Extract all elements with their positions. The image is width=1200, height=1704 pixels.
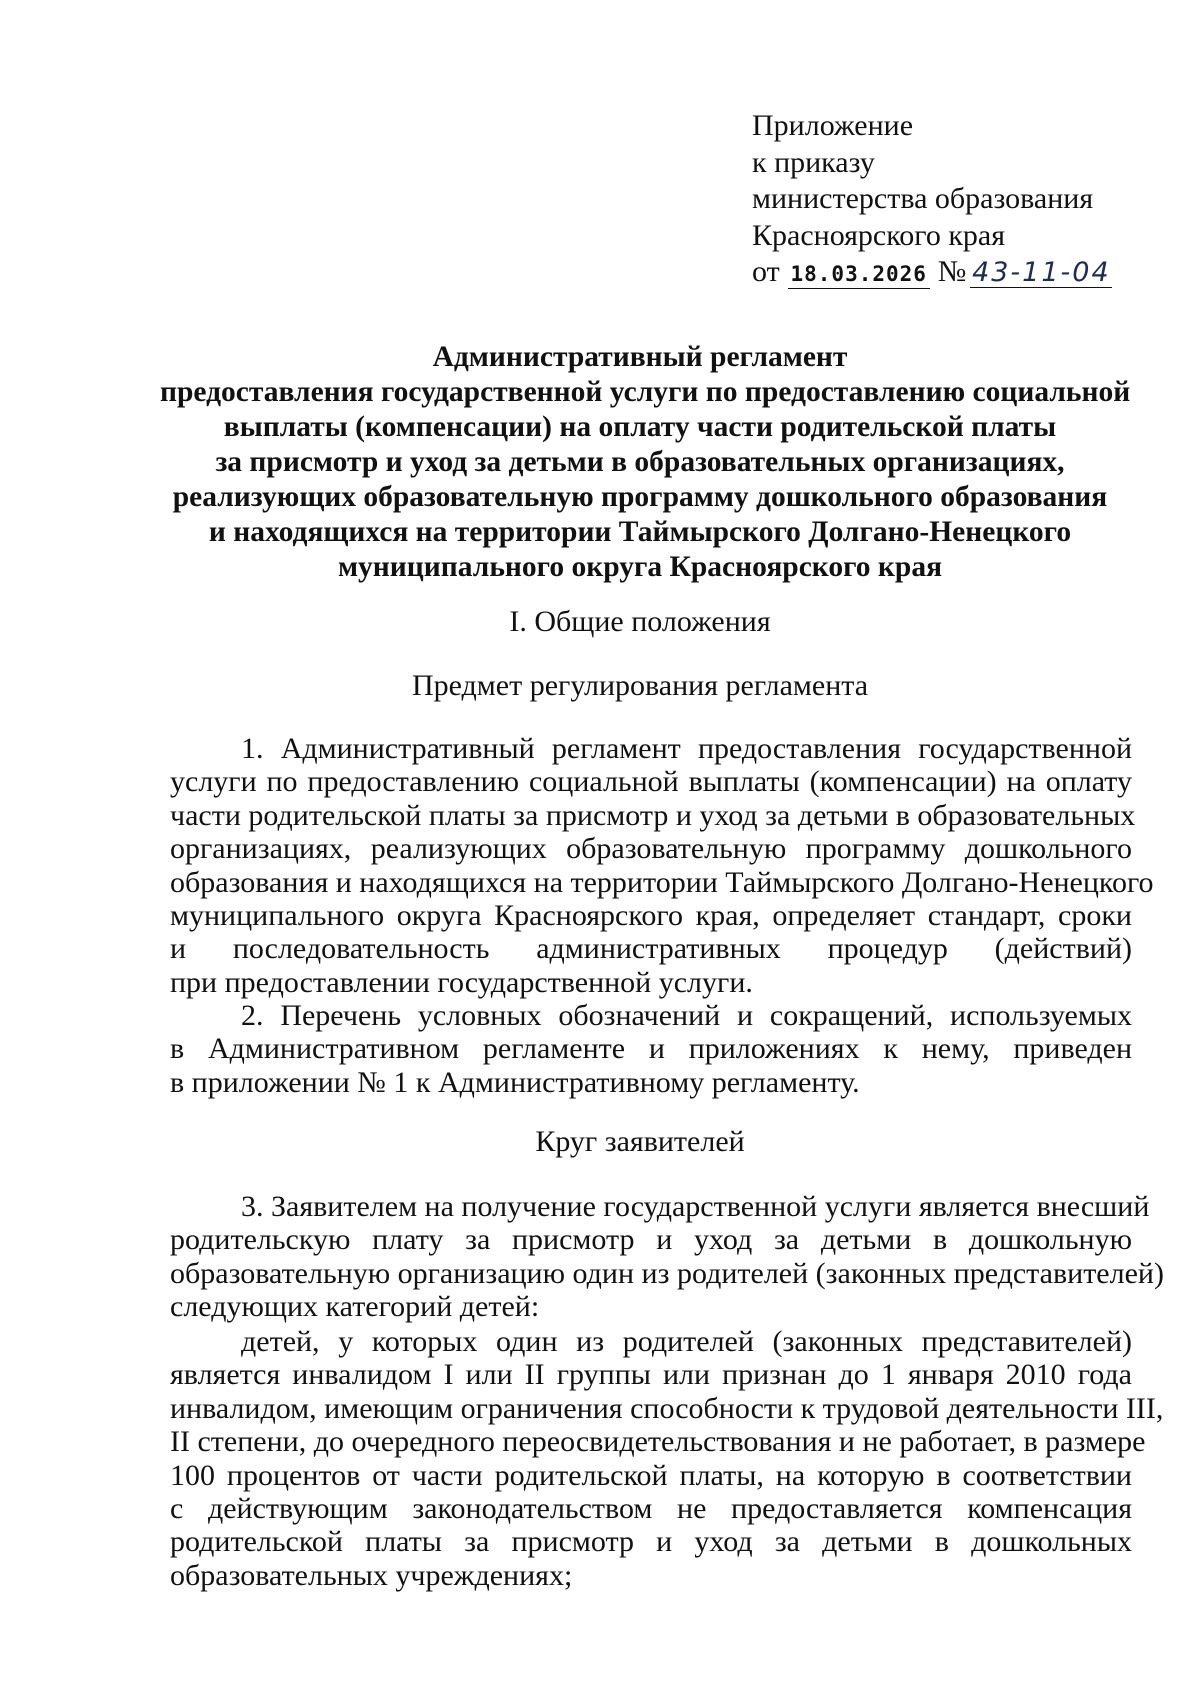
subheading-subject: Предмет регулирования регламента bbox=[411, 669, 869, 702]
title-line: муниципального округа Красноярского края bbox=[337, 551, 943, 583]
date-prefix: от bbox=[752, 255, 780, 288]
paragraph-line: организациях, реализующих образовательную программу дошкольного bbox=[170, 832, 1132, 866]
title-line: за присмотр и уход за детьми в образовательных организациях, bbox=[215, 446, 1065, 478]
section-heading: I. Общие положения bbox=[509, 605, 771, 638]
appendix-line: министерства образования bbox=[752, 182, 1094, 215]
title-line: и находящихся на территории Таймырского Долгано-Ненецкого bbox=[208, 516, 1072, 548]
appendix-block bbox=[752, 108, 1172, 291]
paragraph-line: образовательную организацию один из родителей (законных представителей) bbox=[170, 1256, 1164, 1290]
paragraph-2 bbox=[170, 999, 1132, 1099]
subheading-applicants: Круг заявителей bbox=[535, 1125, 745, 1158]
title-line: выплаты (компенсации) на оплату части родительской платы bbox=[223, 411, 1057, 443]
paragraph-line: 1. Административный регламент предоставления государственной bbox=[241, 732, 1132, 765]
paragraph-line: в приложении № 1 к Административному регламенту. bbox=[170, 1065, 860, 1099]
paragraph-line: II степени, до очередного переосвидетельствования и не работает, в размере bbox=[170, 1425, 1146, 1459]
paragraph-line: услуги по предоставлению социальной выплаты (компенсации) на оплату bbox=[170, 765, 1132, 799]
paragraph-line: родительскую плату за присмотр и уход за детьми в дошкольную bbox=[170, 1223, 1132, 1257]
paragraph-line: инвалидом, имеющим ограничения способности к трудовой деятельности III, bbox=[170, 1391, 1164, 1425]
paragraph-4 bbox=[170, 1325, 1164, 1592]
paragraph-line: с действующим законодательством не предоставляется компенсация bbox=[170, 1492, 1132, 1526]
number-sign: № bbox=[937, 255, 967, 288]
paragraph-line: и последовательность административных процедур (действий) bbox=[170, 932, 1132, 966]
paragraph-1 bbox=[170, 732, 1154, 999]
order-date-number-line bbox=[752, 254, 1172, 291]
paragraph-3 bbox=[170, 1190, 1164, 1324]
paragraph-line: детей, у которых один из родителей (законных представителей) bbox=[241, 1325, 1132, 1358]
order-number: 43-11-04 bbox=[972, 257, 1111, 288]
paragraph-line: 2. Перечень условных обозначений и сокращений, используемых bbox=[241, 999, 1132, 1032]
title-line: Административный регламент bbox=[432, 341, 848, 373]
appendix-line: Красноярского края bbox=[752, 218, 1006, 252]
paragraph-line: 100 процентов от части родительской платы, на которую в соответствии bbox=[170, 1458, 1132, 1492]
paragraph-line: в Административном регламенте и приложениях к нему, приведен bbox=[170, 1032, 1132, 1066]
paragraph-line: муниципального округа Красноярского края, определяет стандарт, сроки bbox=[170, 899, 1132, 933]
document-title bbox=[160, 340, 1131, 585]
appendix-line: к приказу bbox=[752, 145, 875, 179]
paragraph-line: образования и находящихся на территории Таймырского Долгано-Ненецкого bbox=[170, 865, 1154, 899]
paragraph-line: 3. Заявителем на получение государственной услуги является внесший bbox=[241, 1190, 1150, 1223]
title-line: реализующих образовательную программу дошкольного образования bbox=[172, 481, 1108, 513]
appendix-line: Приложение bbox=[752, 109, 914, 142]
paragraph-line: следующих категорий детей: bbox=[170, 1290, 540, 1324]
paragraph-line: части родительской платы за присмотр и уход за детьми в образовательных bbox=[170, 798, 1136, 832]
paragraph-line: родительской платы за присмотр и уход за детьми в дошкольных bbox=[170, 1525, 1132, 1559]
title-line: предоставления государственной услуги по предоставлению социальной bbox=[160, 376, 1131, 408]
paragraph-line: является инвалидом I или II группы или признан до 1 января 2010 года bbox=[170, 1358, 1132, 1392]
paragraph-line: образовательных учреждениях; bbox=[170, 1558, 573, 1592]
paragraph-line: при предоставлении государственной услуги. bbox=[170, 965, 753, 999]
order-date: 18.03.2026 bbox=[788, 260, 930, 289]
